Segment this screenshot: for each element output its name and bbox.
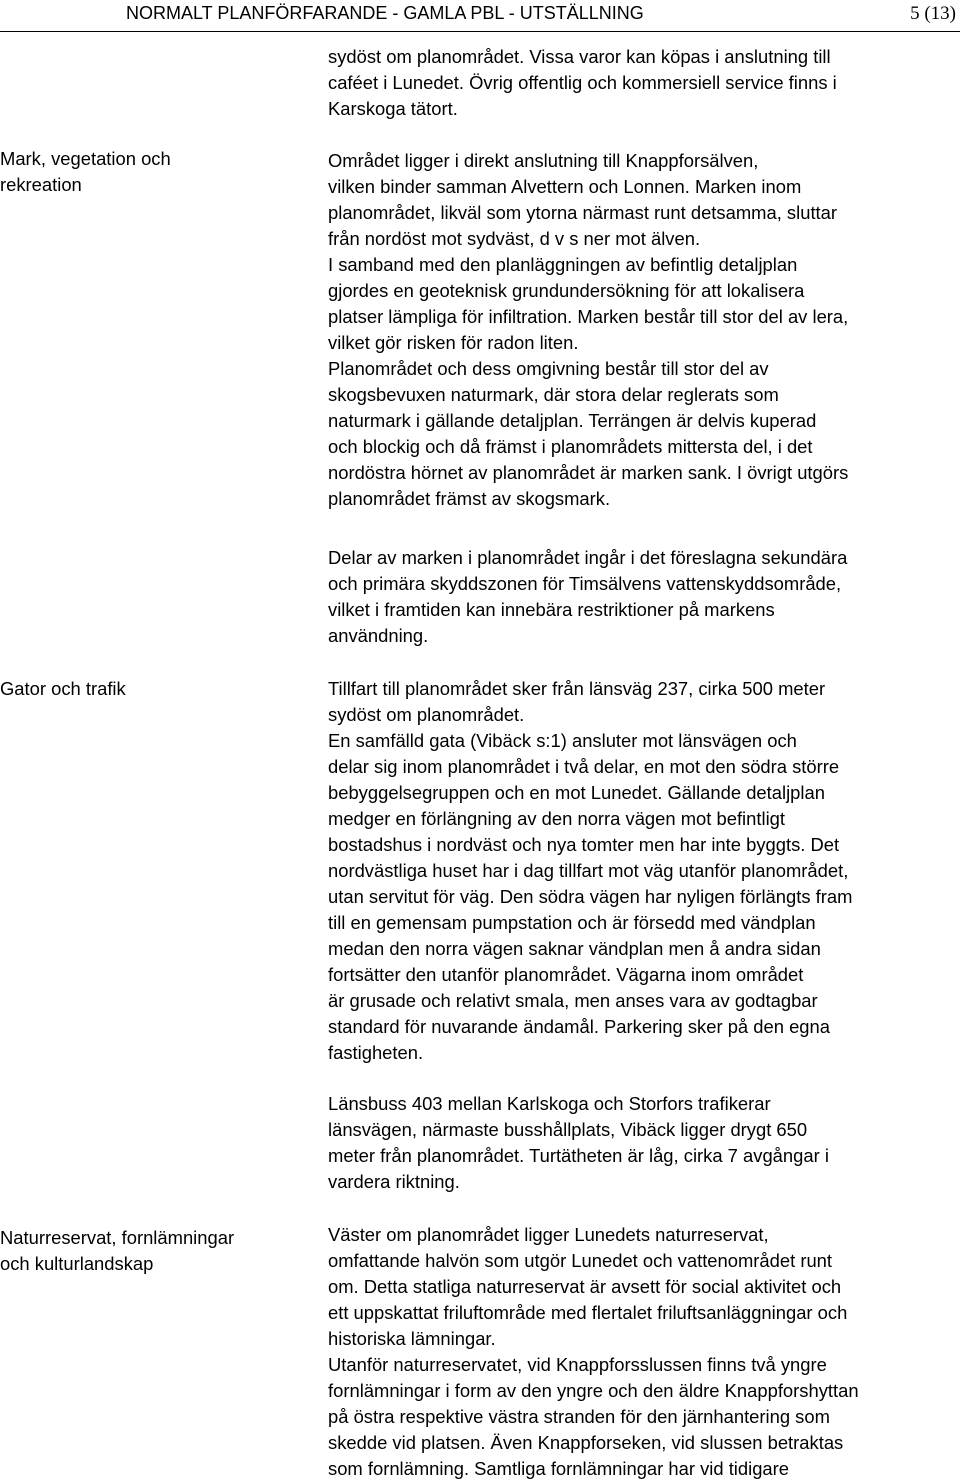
paragraph-line: sydöst om planområdet. [328, 704, 525, 725]
paragraph-line: omfattande halvön som utgör Lunedet och vattenområdet runt [328, 1250, 833, 1271]
paragraph-line: En samfälld gata (Vibäck s:1) ansluter mot länsvägen och [328, 730, 797, 751]
paragraph-line: användning. [328, 625, 429, 646]
paragraph-line: nordvästliga huset har i dag tillfart mot väg utanför planområdet, [328, 860, 849, 881]
paragraph-line: är grusade och relativt smala, men anses vara av godtagbar [328, 990, 818, 1011]
paragraph-line: om. Detta statliga naturreservat är avsett för social aktivitet och [328, 1276, 842, 1297]
paragraph-line: ett uppskattat friluftområde med flertalet friluftsanläggningar och [328, 1302, 848, 1323]
paragraph-skyddszon [328, 545, 960, 649]
paragraph-line: Delar av marken i planområdet ingår i det föreslagna sekundära [328, 547, 848, 568]
paragraph-line: och primära skyddszonen för Timsälvens vattenskyddsområde, [328, 573, 842, 594]
side-label-gator-trafik [0, 676, 300, 702]
paragraph-line: skogsbevuxen naturmark, där stora delar reglerats som [328, 384, 779, 405]
side-label-line: Mark, vegetation och [0, 148, 171, 169]
paragraph-line: meter från planområdet. Turtätheten är låg, cirka 7 avgångar i [328, 1145, 829, 1166]
paragraph-line: naturmark i gällande detaljplan. Terrängen är delvis kuperad [328, 410, 817, 431]
paragraph-gator [328, 676, 960, 1066]
paragraph-line: I samband med den planläggningen av befintlig detaljplan [328, 254, 798, 275]
paragraph-line: vardera riktning. [328, 1171, 460, 1192]
paragraph-line: Utanför naturreservatet, vid Knappforsslussen finns två yngre [328, 1354, 827, 1375]
paragraph-line: planområdet främst av skogsmark. [328, 488, 611, 509]
paragraph-line: vilket i framtiden kan innebära restriktioner på markens [328, 599, 775, 620]
paragraph-lansbuss [328, 1091, 960, 1195]
paragraph-line: till en gemensam pumpstation och är försedd med vändplan [328, 912, 816, 933]
paragraph-line: utan servitut för väg. Den södra vägen har nyligen förlängts fram [328, 886, 853, 907]
paragraph-line: och blockig och då främst i planområdets mittersta del, i det [328, 436, 813, 457]
paragraph-line: fortsätter den utanför planområdet. Vägarna inom området [328, 964, 804, 985]
paragraph-line: nordöstra hörnet av planområdet är marken sank. I övrigt utgörs [328, 462, 849, 483]
paragraph-line: från nordöst mot sydväst, d v s ner mot älven. [328, 228, 701, 249]
paragraph-line: medan den norra vägen saknar vändplan men å andra sidan [328, 938, 821, 959]
paragraph-line: vilken binder samman Alvettern och Lonnen. Marken inom [328, 176, 802, 197]
paragraph-line: gjordes en geoteknisk grundundersökning för att lokalisera [328, 280, 805, 301]
paragraph-line: caféet i Lunedet. Övrig offentlig och kommersiell service finns i [328, 72, 837, 93]
paragraph-line: bebyggelsegruppen och en mot Lunedet. Gällande detaljplan [328, 782, 825, 803]
page-number: 5 (13) [910, 3, 956, 24]
side-label-line: och kulturlandskap [0, 1253, 154, 1274]
paragraph-line: Länsbuss 403 mellan Karlskoga och Storfors trafikerar [328, 1093, 771, 1114]
paragraph-line: medger en förlängning av den norra vägen mot befintligt [328, 808, 785, 829]
paragraph-line: vilket gör risken för radon liten. [328, 332, 579, 353]
paragraph-line: fastigheten. [328, 1042, 424, 1063]
paragraph-service [328, 44, 960, 122]
paragraph-mark [328, 148, 960, 512]
paragraph-line: planområdet, likväl som ytorna närmast runt detsamma, sluttar [328, 202, 838, 223]
paragraph-line: sydöst om planområdet. Vissa varor kan köpas i anslutning till [328, 46, 831, 67]
side-label-line: rekreation [0, 174, 82, 195]
paragraph-line: bostadshus i nordväst och nya tomter men har inte byggts. Det [328, 834, 840, 855]
paragraph-line: Karskoga tätort. [328, 98, 458, 119]
header-rule [0, 31, 960, 32]
side-label-line: Naturreservat, fornlämningar [0, 1227, 235, 1248]
paragraph-line: fornlämningar i form av den yngre och den äldre Knappforshyttan [328, 1380, 859, 1401]
paragraph-line: standard för nuvarande ändamål. Parkering sker på den egna [328, 1016, 830, 1037]
side-label-line: Gator och trafik [0, 678, 126, 699]
paragraph-line: historiska lämningar. [328, 1328, 496, 1349]
paragraph-line: Planområdet och dess omgivning består till stor del av [328, 358, 769, 379]
paragraph-line: skedde vid platsen. Även Knappforseken, vid slussen betraktas [328, 1432, 844, 1453]
side-label-naturreservat [0, 1225, 300, 1277]
paragraph-line: Området ligger i direkt anslutning till Knappforsälven, [328, 150, 759, 171]
side-label-mark-vegetation [0, 146, 300, 198]
paragraph-line: platser lämpliga för infiltration. Marken består till stor del av lera, [328, 306, 849, 327]
paragraph-line: länsvägen, närmaste busshållplats, Vibäck ligger drygt 650 [328, 1119, 808, 1140]
paragraph-line: som fornlämning. Samtliga fornlämningar har vid tidigare [328, 1458, 790, 1479]
paragraph-line: delar sig inom planområdet i två delar, en mot den södra större [328, 756, 840, 777]
paragraph-line: på östra respektive västra stranden för den järnhantering som [328, 1406, 830, 1427]
paragraph-line: Väster om planområdet ligger Lunedets naturreservat, [328, 1224, 769, 1245]
paragraph-line: Tillfart till planområdet sker från länsväg 237, cirka 500 meter [328, 678, 826, 699]
header-title: NORMALT PLANFÖRFARANDE - GAMLA PBL - UTSTÄLLNING [126, 3, 644, 23]
paragraph-naturreservat [328, 1222, 960, 1482]
